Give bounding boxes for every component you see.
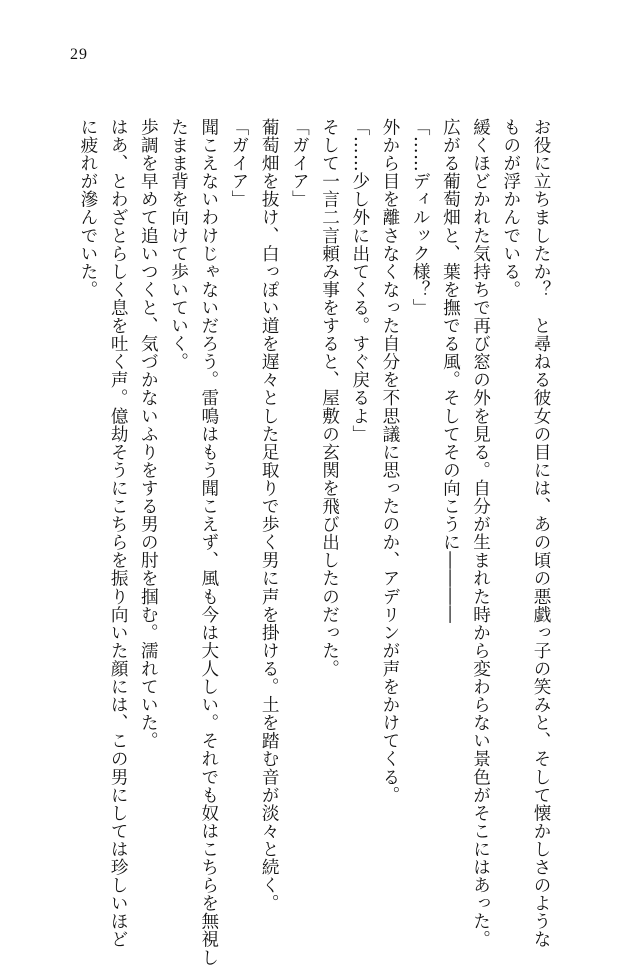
- text-line: 聞こえないわけじゃないだろう。雷鳴はもう聞こえず、風も今は大人しい。それでも奴はこちらを無視し: [198, 118, 219, 966]
- text-line: 緩くほどかれた気持ちで再び窓の外を見る。自分が生まれた時から変わらない景色がそこにはあった。: [470, 118, 491, 949]
- text-line: 広がる葡萄畑と、葉を撫でる風。そしてその向こうに――――: [440, 118, 461, 624]
- text-line: に疲れが滲んでいた。: [77, 118, 98, 299]
- text-line: 「ガイア」: [289, 118, 310, 209]
- text-line: お役に立ちましたか？ と尋ねる彼女の目には、あの頃の悪戯っ子の笑みと、そして懐かしさのような: [531, 118, 551, 949]
- text-line: 「ガイア」: [228, 118, 249, 209]
- text-line: ものが浮かんでいる。: [500, 118, 521, 299]
- text-line: 歩調を早めて追いつくと、気づかないふりをする男の肘を掴む。濡れていた。: [138, 118, 159, 750]
- page-number: 29: [70, 46, 88, 63]
- text-line: 「……ディルック様？」: [410, 118, 431, 317]
- text-line: はあ、とわざとらしく息を吐く声。億劫そうにこちらを振り向いた顔には、この男にしては珍しいほど: [108, 118, 129, 949]
- text-line: そして一言二言頼み事をすると、屋敷の玄関を飛び出したのだった。: [319, 118, 340, 678]
- text-line: 外から目を離さなくなった自分を不思議に思ったのか、アデリンが声をかけてくる。: [379, 118, 400, 804]
- text-line: 「……少し外に出てくる。すぐ戻るよ」: [349, 118, 370, 443]
- novel-text-body: [73, 118, 556, 966]
- text-line: たまま背を向けて歩いていく。: [168, 118, 189, 371]
- text-line: 葡萄畑を抜け、白っぽい道を遅々とした足取りで歩く男に声を掛ける。土を踏む音が淡々と続く。: [259, 118, 280, 913]
